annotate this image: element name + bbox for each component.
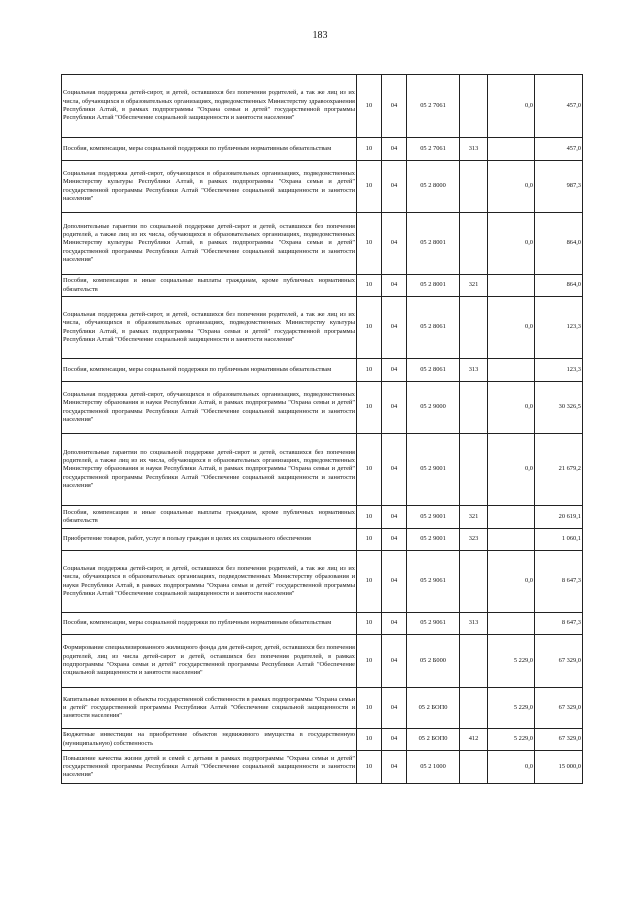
target-article-code: 05 2 9061: [407, 551, 460, 613]
amount-1: [488, 359, 535, 382]
amount-2: 457,0: [535, 138, 583, 161]
row-description: Формирование специализированного жилищного фонда для детей-сирот, детей, оставшихся без попечения родителей, лиц из числа детей-сирот и детей, оставшихся без попечения родителей, в рамках подпрограммы "Охрана семьи и детей" государственной программы Республики Алтай "Обеспечение социальной защищенности и занятости населения": [62, 635, 357, 688]
amount-1: [488, 529, 535, 551]
amount-1: 0,0: [488, 751, 535, 784]
section-code: 10: [357, 529, 382, 551]
section-code: 10: [357, 635, 382, 688]
table-row: [62, 161, 583, 213]
table-row: [62, 275, 583, 297]
amount-2: 864,0: [535, 213, 583, 275]
target-article-code: 05 2 9001: [407, 434, 460, 506]
expense-type-code: [460, 382, 488, 434]
subsection-code: 04: [382, 613, 407, 635]
section-code: 10: [357, 161, 382, 213]
section-code: 10: [357, 751, 382, 784]
amount-1: [488, 506, 535, 529]
subsection-code: 04: [382, 434, 407, 506]
row-description: Социальная поддержка детей-сирот, и детей, оставшихся без попечения родителей, а так же лиц из их числа, обучающихся в образовательных организациях, подведомственных Министерству культуры Республики Алтай, в рамках подпрограммы "Охрана семьи и детей" государственной программы Республики Алтай "Обеспечение социальной защищенности и занятости населения": [62, 297, 357, 359]
amount-2: 1 060,1: [535, 529, 583, 551]
row-description: Пособия, компенсации, меры социальной поддержки по публичным нормативным обязательствам: [62, 138, 357, 161]
expense-type-code: 321: [460, 275, 488, 297]
row-description: Пособия, компенсации, меры социальной поддержки по публичным нормативным обязательствам: [62, 359, 357, 382]
expense-type-code: 321: [460, 506, 488, 529]
subsection-code: 04: [382, 297, 407, 359]
subsection-code: 04: [382, 688, 407, 729]
table-row: [62, 635, 583, 688]
subsection-code: 04: [382, 161, 407, 213]
target-article-code: 05 2 7061: [407, 138, 460, 161]
target-article-code: 05 2 8001: [407, 275, 460, 297]
table-row: [62, 688, 583, 729]
section-code: 10: [357, 688, 382, 729]
amount-1: 5 229,0: [488, 729, 535, 751]
expense-type-code: [460, 213, 488, 275]
amount-2: 67 329,0: [535, 688, 583, 729]
amount-1: 0,0: [488, 75, 535, 138]
target-article-code: 05 2 9001: [407, 529, 460, 551]
section-code: 10: [357, 551, 382, 613]
target-article-code: 05 2 7061: [407, 75, 460, 138]
amount-1: 0,0: [488, 434, 535, 506]
table-row: [62, 529, 583, 551]
row-description: Социальная поддержка детей-сирот, обучающихся в образовательных организациях, подведомственных Министерству образования и науки Республики Алтай, в рамках подпрограммы "Охрана семьи и детей" государственной программы Республики Алтай "Обеспечение социальной защищенности и занятости населения": [62, 382, 357, 434]
table-row: [62, 434, 583, 506]
table-row: [62, 382, 583, 434]
target-article-code: 05 2 1000: [407, 751, 460, 784]
target-article-code: 05 2 Б000: [407, 635, 460, 688]
amount-2: 20 619,1: [535, 506, 583, 529]
target-article-code: 05 2 8061: [407, 359, 460, 382]
amount-2: 8 647,3: [535, 551, 583, 613]
expense-type-code: [460, 635, 488, 688]
table-row: [62, 729, 583, 751]
amount-2: 123,3: [535, 297, 583, 359]
amount-1: 0,0: [488, 382, 535, 434]
section-code: 10: [357, 138, 382, 161]
table-row: [62, 213, 583, 275]
page-number: 183: [312, 30, 328, 41]
target-article-code: 05 2 8000: [407, 161, 460, 213]
section-code: 10: [357, 213, 382, 275]
budget-table: [61, 74, 583, 784]
expense-type-code: [460, 75, 488, 138]
row-description: Социальная поддержка детей-сирот, и детей, оставшихся без попечения родителей, а так же лиц из их числа, обучающихся в образовательных организациях, подведомственных Министерству образования и науки Республики Алтай, в рамках подпрограммы "Охрана семьи и детей" государственной программы Республики Алтай "Обеспечение социальной защищенности и занятости населения": [62, 551, 357, 613]
subsection-code: 04: [382, 506, 407, 529]
section-code: 10: [357, 506, 382, 529]
amount-2: 15 000,0: [535, 751, 583, 784]
amount-1: [488, 275, 535, 297]
target-article-code: 05 2 8001: [407, 213, 460, 275]
target-article-code: 05 2 9000: [407, 382, 460, 434]
expense-type-code: [460, 751, 488, 784]
table-row: [62, 506, 583, 529]
amount-1: 0,0: [488, 551, 535, 613]
subsection-code: 04: [382, 359, 407, 382]
amount-2: 457,0: [535, 75, 583, 138]
amount-2: 30 326,5: [535, 382, 583, 434]
amount-2: 864,0: [535, 275, 583, 297]
expense-type-code: 313: [460, 138, 488, 161]
subsection-code: 04: [382, 529, 407, 551]
table-row: [62, 613, 583, 635]
row-description: Бюджетные инвестиции на приобретение объектов недвижимого имущества в государственную (муниципальную) собственность: [62, 729, 357, 751]
amount-1: [488, 613, 535, 635]
row-description: Приобретение товаров, работ, услуг в пользу граждан в целях их социального обеспечения: [62, 529, 357, 551]
expense-type-code: 313: [460, 359, 488, 382]
amount-1: 0,0: [488, 161, 535, 213]
amount-2: 987,3: [535, 161, 583, 213]
expense-type-code: 412: [460, 729, 488, 751]
table-row: [62, 359, 583, 382]
subsection-code: 04: [382, 729, 407, 751]
table-row: [62, 138, 583, 161]
amount-2: 67 329,0: [535, 729, 583, 751]
section-code: 10: [357, 382, 382, 434]
table-row: [62, 297, 583, 359]
row-description: Капитальные вложения в объекты государственной собственности в рамках подпрограммы "Охрана семьи и детей" государственной программы Республики Алтай "Обеспечение социальной защищенности и занятости населения": [62, 688, 357, 729]
target-article-code: 05 2 БОП0: [407, 729, 460, 751]
row-description: Дополнительные гарантии по социальной поддержке детей-сирот и детей, оставшихся без попечения родителей, а также лиц из их числа, обучающихся в образовательных организациях, подведомственных Министерству культуры Республики Алтай, в рамках подпрограммы "Охрана семьи и детей" государственной программы Республики Алтай "Обеспечение социальной защищенности и занятости населения": [62, 213, 357, 275]
table-row: [62, 551, 583, 613]
row-description: Социальная поддержка детей-сирот, обучающихся в образовательных организациях, подведомственных Министерству культуры Республики Алтай, в рамках подпрограммы "Охрана семьи и детей" государственной программы Республики Алтай "Обеспечение социальной защищенности и занятости населения": [62, 161, 357, 213]
row-description: Повышение качества жизни детей и семей с детьми в рамках подпрограммы "Охрана семьи и детей" государственной программы Республики Алтай "Обеспечение социальной защищенности и занятости населения": [62, 751, 357, 784]
section-code: 10: [357, 359, 382, 382]
row-description: Социальная поддержка детей-сирот, и детей, оставшихся без попечения родителей, а так же лиц из их числа, обучающихся в образовательных организациях, подведомственных Министерству здравоохранения Республики Алтай, в рамках подпрограммы "Охрана семьи и детей" государственной программы Республики Алтай "Обеспечение социальной защищенности и занятости населения": [62, 75, 357, 138]
table-body: [62, 75, 583, 784]
section-code: 10: [357, 75, 382, 138]
table-row: [62, 75, 583, 138]
subsection-code: 04: [382, 138, 407, 161]
row-description: Пособия, компенсации, меры социальной поддержки по публичным нормативным обязательствам: [62, 613, 357, 635]
expense-type-code: [460, 688, 488, 729]
subsection-code: 04: [382, 635, 407, 688]
expense-type-code: [460, 297, 488, 359]
amount-2: 123,3: [535, 359, 583, 382]
section-code: 10: [357, 297, 382, 359]
expense-type-code: [460, 161, 488, 213]
section-code: 10: [357, 729, 382, 751]
subsection-code: 04: [382, 75, 407, 138]
target-article-code: 05 2 БОП0: [407, 688, 460, 729]
amount-1: 5 229,0: [488, 688, 535, 729]
amount-2: 8 647,3: [535, 613, 583, 635]
expense-type-code: 313: [460, 613, 488, 635]
target-article-code: 05 2 9001: [407, 506, 460, 529]
target-article-code: 05 2 9061: [407, 613, 460, 635]
amount-2: 21 679,2: [535, 434, 583, 506]
row-description: Пособия, компенсации и иные социальные выплаты гражданам, кроме публичных нормативных обязательств: [62, 506, 357, 529]
subsection-code: 04: [382, 382, 407, 434]
expense-type-code: [460, 551, 488, 613]
subsection-code: 04: [382, 751, 407, 784]
amount-1: 0,0: [488, 213, 535, 275]
amount-1: 5 229,0: [488, 635, 535, 688]
target-article-code: 05 2 8061: [407, 297, 460, 359]
amount-2: 67 329,0: [535, 635, 583, 688]
subsection-code: 04: [382, 551, 407, 613]
subsection-code: 04: [382, 213, 407, 275]
row-description: Дополнительные гарантии по социальной поддержке детей-сирот и детей, оставшихся без попечения родителей, а также лиц из их числа, обучающихся в образовательных организациях, подведомственных Министерству образования и науки Республики Алтай, в рамках подпрограммы "Охрана семьи и детей" государственной программы Республики Алтай "Обеспечение социальной защищенности и занятости населения": [62, 434, 357, 506]
section-code: 10: [357, 434, 382, 506]
subsection-code: 04: [382, 275, 407, 297]
expense-type-code: 323: [460, 529, 488, 551]
row-description: Пособия, компенсации и иные социальные выплаты гражданам, кроме публичных нормативных обязательств: [62, 275, 357, 297]
table-row: [62, 751, 583, 784]
section-code: 10: [357, 275, 382, 297]
amount-1: [488, 138, 535, 161]
expense-type-code: [460, 434, 488, 506]
amount-1: 0,0: [488, 297, 535, 359]
section-code: 10: [357, 613, 382, 635]
